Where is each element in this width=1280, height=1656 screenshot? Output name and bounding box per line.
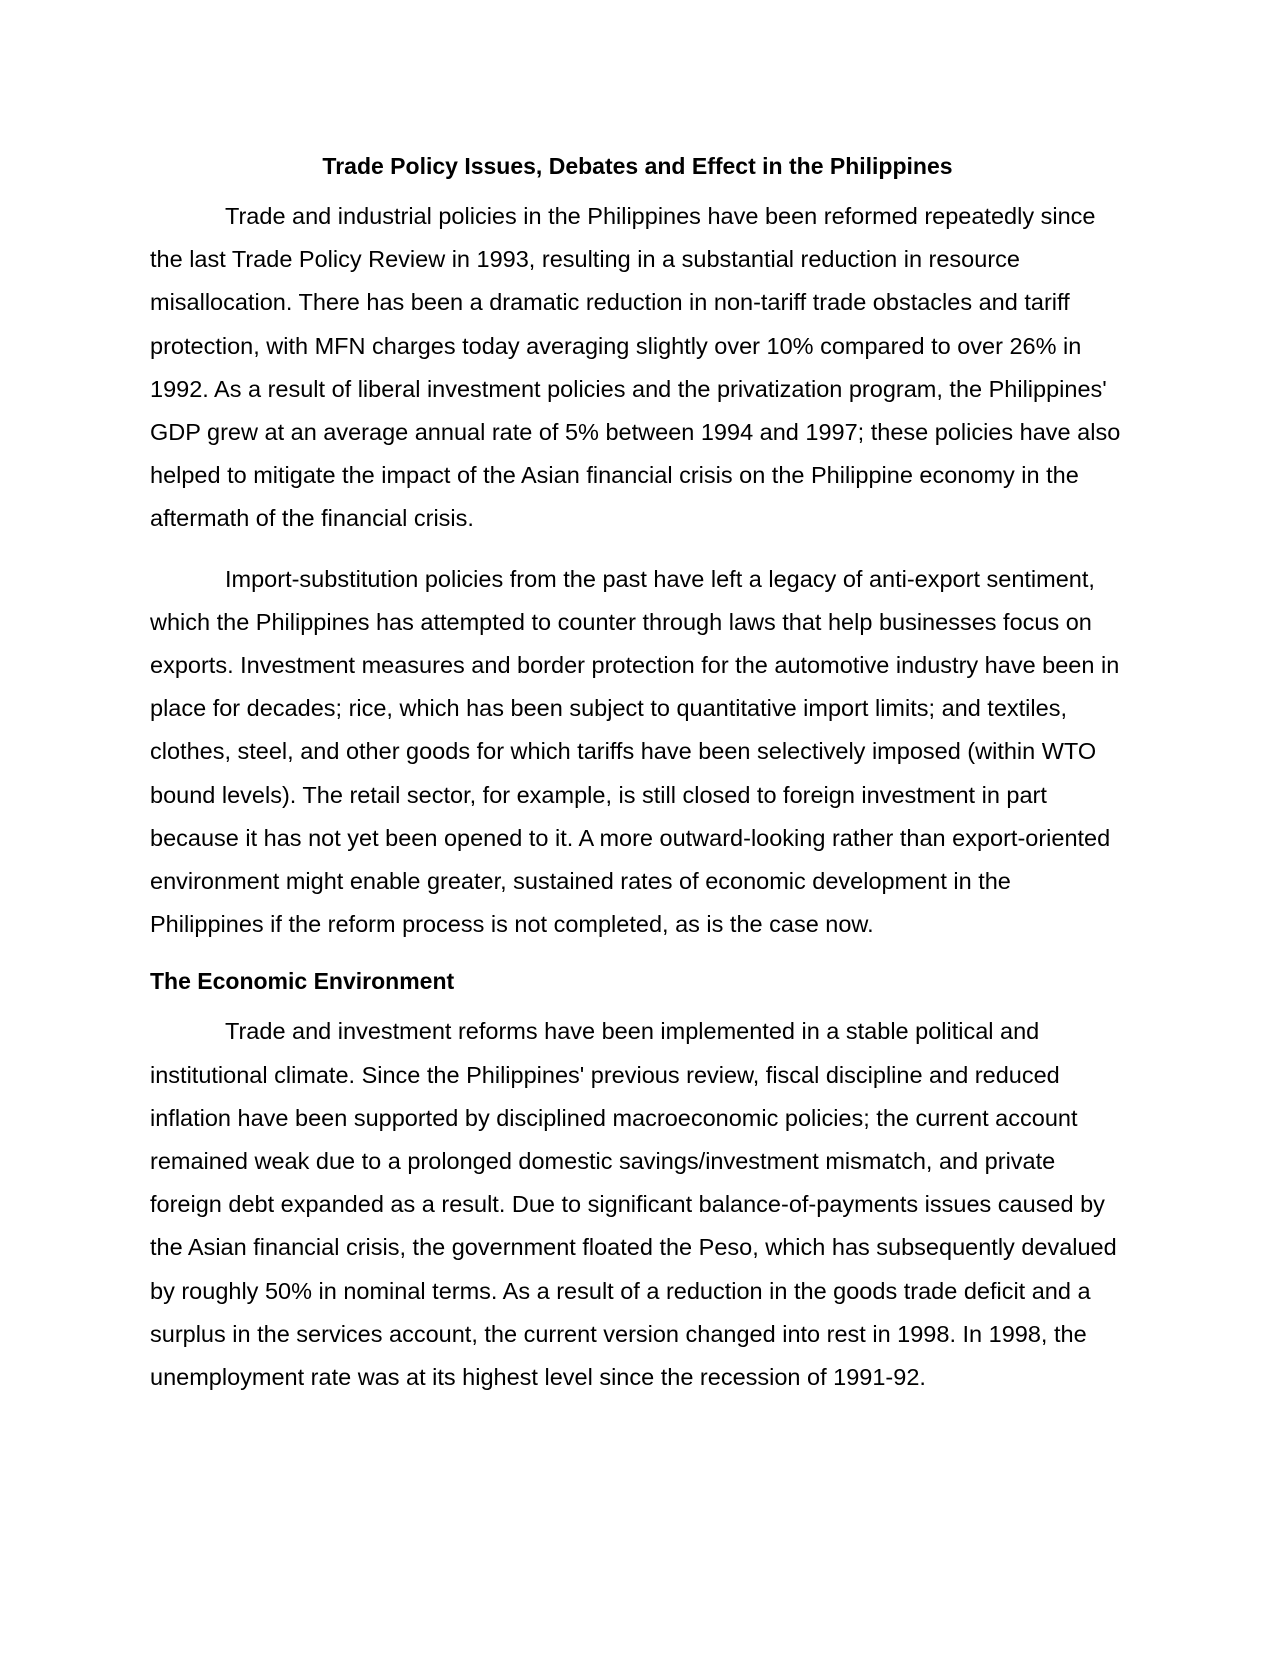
section-heading: The Economic Environment [150, 968, 455, 995]
body-paragraph-2: Import-substitution policies from the past have left a legacy of anti-export sentiment, which the Philippines has attempted to counter through laws that help businesses focus on exports. Investment measures and border protection for the automotive industry have been in place for decades; rice, which has been subject to quantitative import limits; and textiles, clothes, steel, and other goods for which tariffs have been selectively imposed (within WTO bound levels). The retail sector, for example, is still closed to foreign investment in part because it has not yet been opened to it. A more outward-looking rather than export-oriented environment might enable greater, sustained rates of economic development in the Philippines if the reform process is not completed, as is the case now. [150, 565, 1120, 938]
document-title: Trade Policy Issues, Debates and Effect in the Philippines [322, 153, 953, 179]
document-body [150, 148, 1125, 1416]
body-paragraph-1: Trade and industrial policies in the Philippines have been reformed repeatedly since the last Trade Policy Review in 1993, resulting in a substantial reduction in resource misallocation. There has been a dramatic reduction in non-tariff trade obstacles and tariff protection, with MFN charges today averaging slightly over 10% compared to over 26% in 1992. As a result of liberal investment policies and the privatization program, the Philippines' GDP grew at an average annual rate of 5% between 1994 and 1997; these policies have also helped to mitigate the impact of the Asian financial crisis on the Philippine economy in the aftermath of the financial crisis. [150, 203, 1121, 532]
section-paragraph-1: Trade and investment reforms have been implemented in a stable political and institutional climate. Since the Philippines' previous review, fiscal discipline and reduced inflation have been supported by disciplined macroeconomic policies; the current account remained weak due to a prolonged domestic savings/investment mismatch, and private foreign debt expanded as a result. Due to significant balance-of-payments issues caused by the Asian financial crisis, the government floated the Peso, which has subsequently devalued by roughly 50% in nominal terms. As a result of a reduction in the goods trade deficit and a surplus in the services account, the current version changed into rest in 1998. In 1998, the unemployment rate was at its highest level since the recession of 1991-92. [150, 1018, 1117, 1391]
